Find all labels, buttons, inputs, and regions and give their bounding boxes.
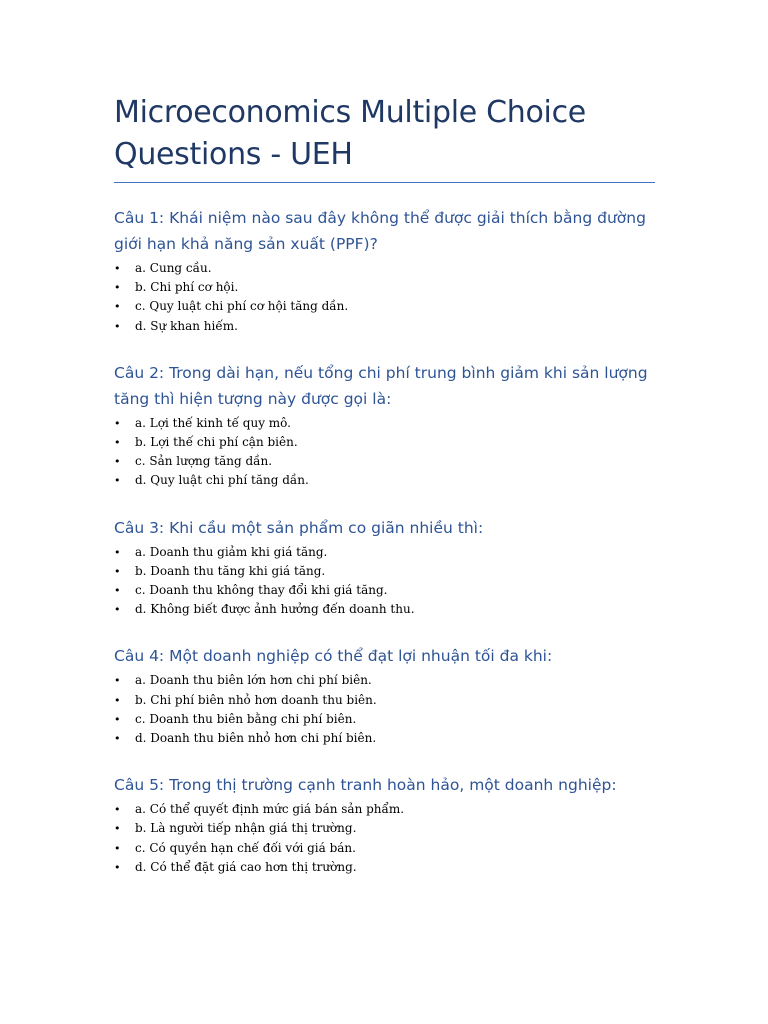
option-text: a. Doanh thu giảm khi giá tăng. (135, 544, 328, 559)
option-text: d. Có thể đặt giá cao hơn thị trường. (135, 859, 357, 874)
title-underline-rule (114, 182, 655, 183)
option-item (114, 297, 655, 316)
option-item (114, 671, 655, 690)
question-2 (114, 360, 655, 491)
option-item (114, 452, 655, 471)
question-4 (114, 643, 655, 748)
option-text: c. Sản lượng tăng dần. (135, 454, 273, 469)
question-3 (114, 515, 655, 620)
question-heading: Câu 2: Trong dài hạn, nếu tổng chi phí trung bình giảm khi sản lượng tăng thì hiện tượng này được gọi là: (114, 363, 648, 408)
option-text: a. Lợi thế kinh tế quy mô. (135, 415, 291, 430)
bullet-icon: • (114, 474, 121, 488)
option-text: c. Doanh thu biên bằng chi phí biên. (135, 711, 357, 726)
option-item (114, 317, 655, 336)
question-list (114, 205, 655, 877)
option-item (114, 710, 655, 729)
option-item (114, 259, 655, 278)
option-item (114, 819, 655, 838)
option-item (114, 839, 655, 858)
option-item (114, 543, 655, 562)
option-text: b. Doanh thu tăng khi giá tăng. (135, 563, 326, 578)
option-item (114, 691, 655, 710)
option-item (114, 278, 655, 297)
bullet-icon: • (114, 436, 121, 450)
option-item (114, 433, 655, 452)
option-text: d. Không biết được ảnh hưởng đến doanh thu. (135, 602, 415, 617)
option-text: b. Chi phí cơ hội. (135, 280, 239, 295)
bullet-icon: • (114, 455, 121, 469)
question-1 (114, 205, 655, 336)
bullet-icon: • (114, 281, 121, 295)
bullet-icon: • (114, 674, 121, 688)
option-text: d. Quy luật chi phí tăng dần. (135, 473, 309, 488)
bullet-icon: • (114, 262, 121, 275)
option-item (114, 471, 655, 490)
option-list (114, 800, 655, 877)
option-text: a. Doanh thu biên lớn hơn chi phí biên. (135, 673, 372, 688)
question-heading: Câu 1: Khái niệm nào sau đây không thể được giải thích bằng đường giới hạn khả năng sản xuất (PPF)? (114, 209, 646, 253)
bullet-icon: • (114, 860, 121, 874)
option-item (114, 858, 655, 877)
bullet-icon: • (114, 564, 121, 578)
option-text: d. Doanh thu biên nhỏ hơn chi phí biên. (135, 731, 377, 746)
option-item (114, 414, 655, 433)
bullet-icon: • (114, 693, 121, 707)
bullet-icon: • (114, 822, 121, 836)
bullet-icon: • (114, 545, 121, 559)
option-list (114, 671, 655, 748)
option-text: c. Quy luật chi phí cơ hội tăng dần. (135, 299, 349, 314)
option-text: d. Sự khan hiếm. (135, 318, 238, 333)
option-text: a. Có thể quyết định mức giá bán sản phẩm. (135, 802, 405, 817)
option-item (114, 600, 655, 619)
document-title: Microeconomics Multiple Choice Questions - UEH (114, 95, 586, 172)
bullet-icon: • (114, 584, 121, 598)
bullet-icon: • (114, 841, 121, 855)
option-text: b. Chi phí biên nhỏ hơn doanh thu biên. (135, 692, 377, 707)
bullet-icon: • (114, 319, 121, 333)
option-item (114, 562, 655, 581)
option-list (114, 543, 655, 620)
question-heading: Câu 5: Trong thị trường cạnh tranh hoàn hảo, một doanh nghiệp: (114, 776, 617, 795)
option-item (114, 581, 655, 600)
option-item (114, 800, 655, 819)
bullet-icon: • (114, 416, 121, 430)
option-text: c. Có quyền hạn chế đối với giá bán. (135, 840, 356, 855)
option-text: c. Doanh thu không thay đổi khi giá tăng. (135, 583, 388, 598)
question-heading: Câu 4: Một doanh nghiệp có thể đạt lợi nhuận tối đa khi: (114, 647, 553, 666)
bullet-icon: • (114, 300, 121, 314)
document-page (114, 92, 655, 877)
option-item (114, 729, 655, 748)
bullet-icon: • (114, 803, 121, 817)
bullet-icon: • (114, 603, 121, 617)
bullet-icon: • (114, 732, 121, 746)
bullet-icon: • (114, 712, 121, 726)
question-heading: Câu 3: Khi cầu một sản phẩm co giãn nhiều thì: (114, 518, 484, 537)
option-text: b. Là người tiếp nhận giá thị trường. (135, 821, 357, 836)
option-text: a. Cung cầu. (135, 261, 212, 275)
question-5 (114, 772, 655, 877)
option-list (114, 414, 655, 491)
option-list (114, 259, 655, 336)
option-text: b. Lợi thế chi phí cận biên. (135, 435, 298, 450)
